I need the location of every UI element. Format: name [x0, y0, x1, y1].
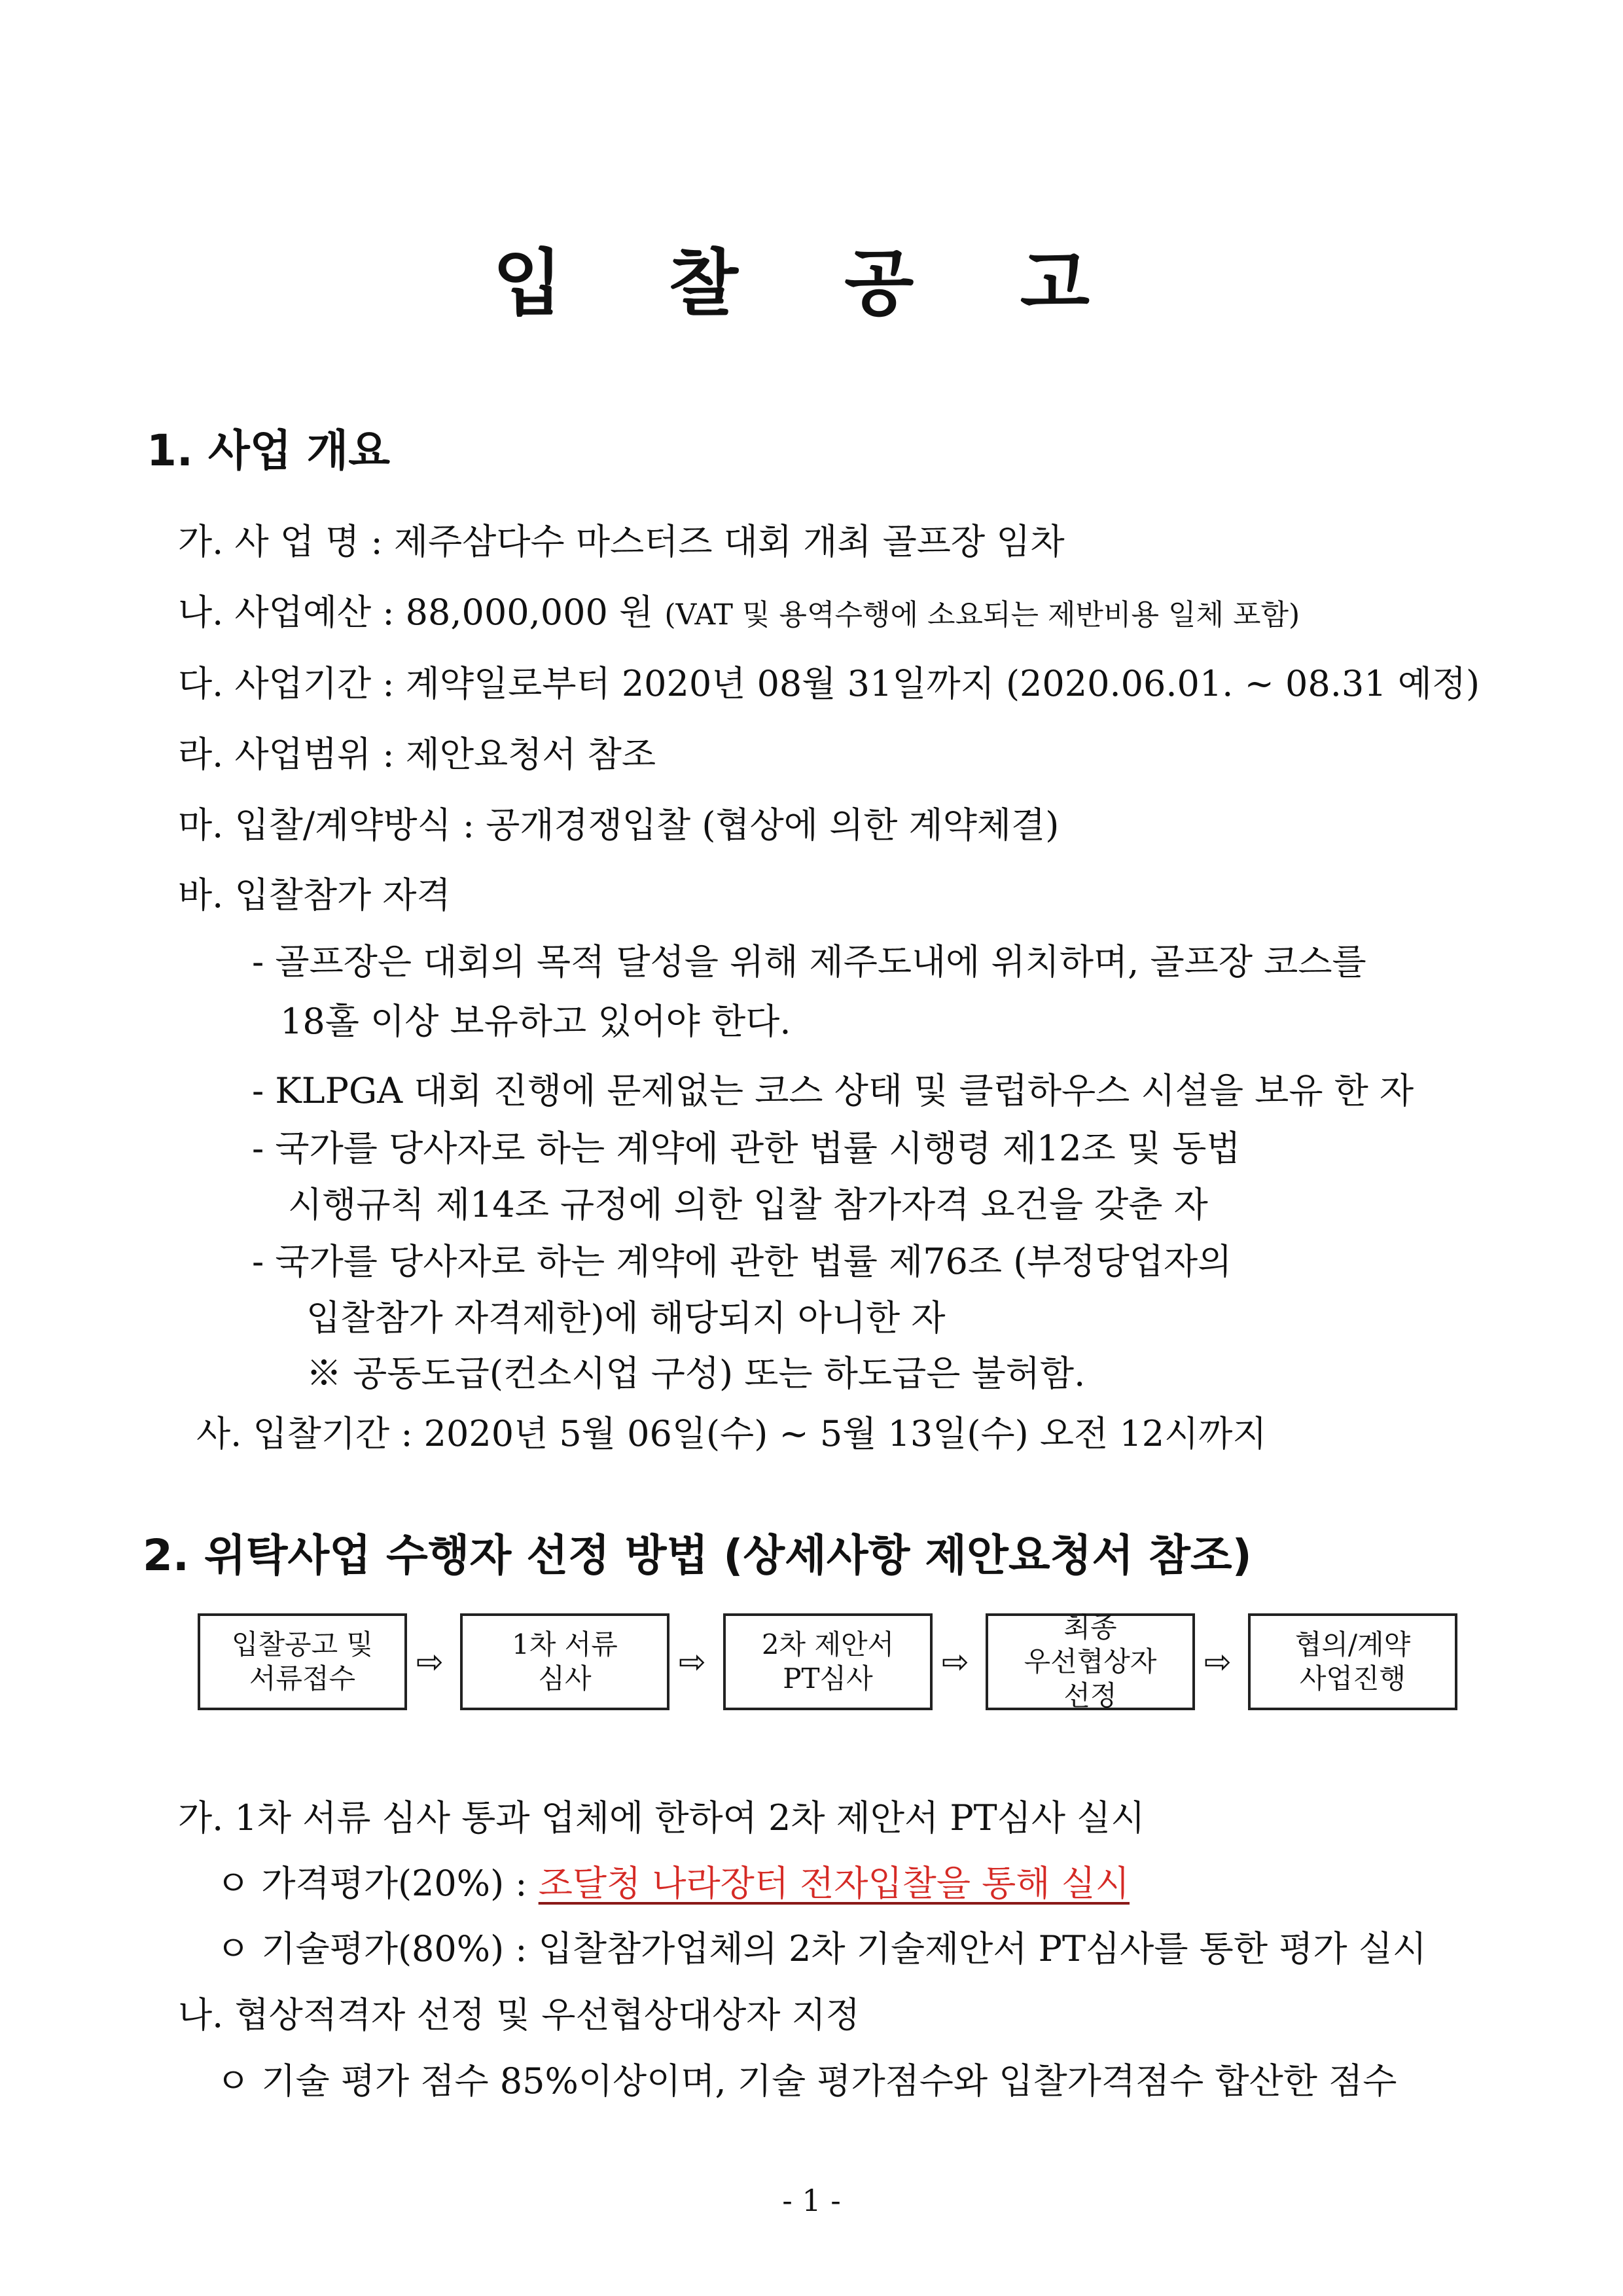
item-period: 다. 사업기간 : 계약일로부터 2020년 08월 31일까지 (2020.06.01. ~ 08.31 예정): [178, 663, 1480, 704]
item-qualification: 바. 입찰참가 자격: [178, 874, 451, 916]
flow-step-final-selection: 최종 우선협상자 선정: [986, 1613, 1195, 1710]
flow-step-pt-review: 2차 제안서 PT심사: [723, 1613, 933, 1710]
flow-step-document-review: 1차 서류 심사: [460, 1613, 669, 1710]
page-number: - 1 -: [782, 2183, 841, 2218]
flow-step-contract: 협의/계약 사업진행: [1248, 1613, 1457, 1710]
flow-arrow-icon: ⇨: [416, 1643, 444, 1681]
section-2-heading: 2. 위탁사업 수행자 선정 방법 (상세사항 제안요청서 참조): [143, 1530, 1252, 1581]
item-bid-period: 사. 입찰기간 : 2020년 5월 06일(수) ~ 5월 13일(수) 오전 12시까지: [196, 1413, 1267, 1454]
qualification-line: - KLPGA 대회 진행에 문제없는 코스 상태 및 클럽하우스 시설을 보유 한 자: [252, 1070, 1414, 1111]
qualification-line: 시행규칙 제14조 규정에 의한 입찰 참가자격 요건을 갖춘 자: [288, 1184, 1208, 1225]
item-method: 마. 입찰/계약방식 : 공개경쟁입찰 (협상에 의한 계약체결): [178, 804, 1060, 846]
section-1-heading: 1. 사업 개요: [147, 425, 390, 476]
flow-arrow-icon: ⇨: [679, 1643, 706, 1681]
item-scope: 라. 사업범위 : 제안요청서 참조: [178, 734, 656, 775]
line-score: ㅇ 기술 평가 점수 85%이상이며, 기술 평가점수와 입찰가격점수 합산한 점수: [216, 2060, 1397, 2102]
qualification-line: - 골프장은 대회의 목적 달성을 위해 제주도내에 위치하며, 골프장 코스를: [252, 941, 1366, 982]
item-project-name: 가. 사 업 명 : 제주삼다수 마스터즈 대회 개최 골프장 임차: [178, 521, 1065, 562]
flow-arrow-icon: ⇨: [1204, 1643, 1232, 1681]
line-first-review: 가. 1차 서류 심사 통과 업체에 한하여 2차 제안서 PT심사 실시: [178, 1797, 1145, 1839]
price-evaluation-value: 조달청 나라장터 전자입찰을 통해 실시: [538, 1863, 1130, 1904]
item-budget: [178, 584, 1300, 635]
qualification-line: 입찰참가 자격제한)에 해당되지 아니한 자: [306, 1297, 946, 1338]
price-evaluation-label: ㅇ 가격평가(20%) :: [216, 1863, 527, 1904]
budget-text: 나. 사업예산 : 88,000,000 원: [178, 592, 654, 633]
flow-step-notice: 입찰공고 및 서류접수: [198, 1613, 407, 1710]
line-negotiation: 나. 협상적격자 선정 및 우선협상대상자 지정: [178, 1994, 860, 2036]
budget-note: (VAT 및 용역수행에 소요되는 제반비용 일체 포함): [664, 598, 1300, 632]
qualification-line: 18홀 이상 보유하고 있어야 한다.: [280, 1001, 791, 1042]
line-price-evaluation: [216, 1856, 1130, 1906]
qualification-note: ※ 공동도급(컨소시업 구성) 또는 하도급은 불허함.: [306, 1353, 1086, 1394]
flow-arrow-icon: ⇨: [942, 1643, 969, 1681]
qualification-line: - 국가를 당사자로 하는 계약에 관한 법률 시행령 제12조 및 동법: [252, 1128, 1241, 1169]
document-title: 입 찰 공 고: [493, 241, 1130, 325]
line-tech-evaluation: ㅇ 기술평가(80%) : 입찰참가업체의 2차 기술제안서 PT심사를 통한 평가 실시: [216, 1928, 1427, 1969]
qualification-line: - 국가를 당사자로 하는 계약에 관한 법률 제76조 (부정당업자의: [252, 1241, 1232, 1282]
